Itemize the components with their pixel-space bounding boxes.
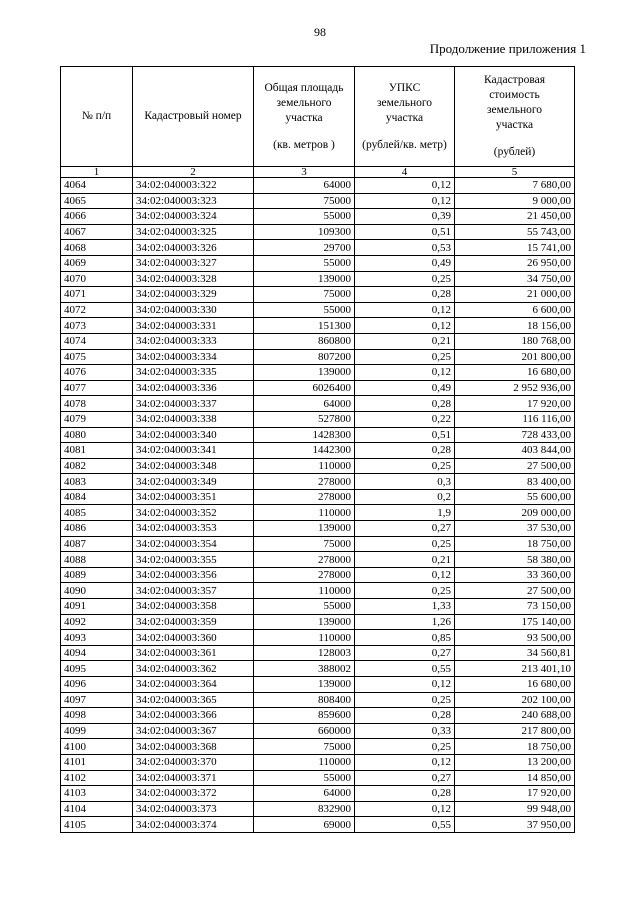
area-cell: 110000 — [254, 754, 355, 770]
row-number-cell: 4077 — [61, 380, 133, 396]
table-row — [61, 380, 575, 396]
area-cell: 55000 — [254, 770, 355, 786]
cadastral-number-cell: 34:02:040003:351 — [133, 489, 254, 505]
cadastral-value-cell: 728 433,00 — [455, 427, 575, 443]
table-row — [61, 443, 575, 459]
upks-cell: 0,25 — [355, 739, 455, 755]
table-row — [61, 240, 575, 256]
area-cell: 55000 — [254, 302, 355, 318]
cadastral-value-cell: 33 360,00 — [455, 567, 575, 583]
row-number-cell: 4095 — [61, 661, 133, 677]
row-number-cell: 4103 — [61, 786, 133, 802]
row-number-cell: 4068 — [61, 240, 133, 256]
header-label-line: УПКС — [388, 81, 421, 94]
cadastral-number-cell: 34:02:040003:329 — [133, 287, 254, 303]
row-number-cell: 4088 — [61, 552, 133, 568]
upks-cell: 0,25 — [355, 583, 455, 599]
table-row — [61, 739, 575, 755]
cadastral-number-cell: 34:02:040003:365 — [133, 692, 254, 708]
upks-cell: 0,49 — [355, 255, 455, 271]
table-row — [61, 427, 575, 443]
cadastral-number-cell: 34:02:040003:348 — [133, 458, 254, 474]
table-row — [61, 801, 575, 817]
area-cell: 64000 — [254, 396, 355, 412]
cadastral-value-cell: 209 000,00 — [455, 505, 575, 521]
cadastral-number-cell: 34:02:040003:326 — [133, 240, 254, 256]
row-number-cell: 4073 — [61, 318, 133, 334]
header-label-line: Кадастровая — [483, 74, 546, 86]
area-cell: 860800 — [254, 333, 355, 349]
upks-cell: 0,55 — [355, 817, 455, 833]
area-cell: 6026400 — [254, 380, 355, 396]
area-cell: 75000 — [254, 536, 355, 552]
continuation-note: Продолжение приложения 1 — [429, 41, 586, 56]
upks-cell: 0,51 — [355, 427, 455, 443]
upks-cell: 0,12 — [355, 677, 455, 693]
area-cell: 139000 — [254, 677, 355, 693]
upks-cell: 0,25 — [355, 536, 455, 552]
upks-cell: 0,27 — [355, 521, 455, 537]
row-number-cell: 4105 — [61, 817, 133, 833]
cadastral-number-cell: 34:02:040003:367 — [133, 723, 254, 739]
row-number-cell: 4074 — [61, 333, 133, 349]
area-cell: 278000 — [254, 552, 355, 568]
upks-cell: 0,28 — [355, 443, 455, 459]
table-row — [61, 521, 575, 537]
upks-cell: 0,27 — [355, 645, 455, 661]
table-row — [61, 645, 575, 661]
cadastral-number-cell: 34:02:040003:338 — [133, 411, 254, 427]
header-row-number — [61, 67, 133, 167]
row-number-cell: 4087 — [61, 536, 133, 552]
cadastral-number-cell: 34:02:040003:366 — [133, 708, 254, 724]
upks-cell: 0,12 — [355, 302, 455, 318]
table-row — [61, 567, 575, 583]
row-number-cell: 4090 — [61, 583, 133, 599]
table-row — [61, 365, 575, 381]
row-number-cell: 4070 — [61, 271, 133, 287]
area-cell: 278000 — [254, 489, 355, 505]
cadastral-value-cell: 26 950,00 — [455, 255, 575, 271]
header-unit: (кв. метров ) — [273, 138, 335, 151]
cadastral-number-cell: 34:02:040003:374 — [133, 817, 254, 833]
table-row — [61, 271, 575, 287]
row-number-cell: 4099 — [61, 723, 133, 739]
header-unit: (рублей) — [493, 146, 536, 158]
area-cell: 278000 — [254, 567, 355, 583]
table-row — [61, 583, 575, 599]
area-cell: 139000 — [254, 521, 355, 537]
upks-cell: 0,25 — [355, 349, 455, 365]
cadastral-number-cell: 34:02:040003:368 — [133, 739, 254, 755]
header-cadastral-value — [455, 67, 575, 167]
area-cell: 110000 — [254, 505, 355, 521]
row-number-cell: 4081 — [61, 443, 133, 459]
table-row — [61, 458, 575, 474]
area-cell: 807200 — [254, 349, 355, 365]
cadastral-value-cell: 73 150,00 — [455, 599, 575, 615]
cadastral-number-cell: 34:02:040003:336 — [133, 380, 254, 396]
table-row — [61, 786, 575, 802]
cadastral-number-cell: 34:02:040003:352 — [133, 505, 254, 521]
table-row — [61, 630, 575, 646]
column-number: 2 — [133, 167, 254, 178]
cadastral-number-cell: 34:02:040003:334 — [133, 349, 254, 365]
area-cell: 151300 — [254, 318, 355, 334]
row-number-cell: 4071 — [61, 287, 133, 303]
cadastral-number-cell: 34:02:040003:356 — [133, 567, 254, 583]
cadastral-value-cell: 6 600,00 — [455, 302, 575, 318]
row-number-cell: 4076 — [61, 365, 133, 381]
cadastral-number-cell: 34:02:040003:324 — [133, 209, 254, 225]
upks-cell: 0,28 — [355, 786, 455, 802]
cadastral-value-cell: 217 800,00 — [455, 723, 575, 739]
cadastral-value-cell: 17 920,00 — [455, 396, 575, 412]
row-number-cell: 4065 — [61, 193, 133, 209]
upks-cell: 0,21 — [355, 552, 455, 568]
cadastral-number-cell: 34:02:040003:359 — [133, 614, 254, 630]
upks-cell: 0,53 — [355, 240, 455, 256]
row-number-cell: 4092 — [61, 614, 133, 630]
table-row — [61, 302, 575, 318]
table-row — [61, 817, 575, 833]
cadastral-number-cell: 34:02:040003:355 — [133, 552, 254, 568]
header-upks — [355, 67, 455, 167]
table-row — [61, 224, 575, 240]
cadastral-number-cell: 34:02:040003:323 — [133, 193, 254, 209]
cadastral-number-cell: 34:02:040003:349 — [133, 474, 254, 490]
cadastral-value-cell: 14 850,00 — [455, 770, 575, 786]
header-label-line: участка — [495, 119, 534, 131]
header-spacer — [358, 126, 451, 138]
row-number-cell: 4069 — [61, 255, 133, 271]
upks-cell: 0,12 — [355, 754, 455, 770]
upks-cell: 0,12 — [355, 178, 455, 194]
upks-cell: 0,25 — [355, 692, 455, 708]
area-cell: 139000 — [254, 614, 355, 630]
table-row — [61, 723, 575, 739]
area-cell: 55000 — [254, 209, 355, 225]
cadastral-value-cell: 13 200,00 — [455, 754, 575, 770]
cadastral-value-cell: 18 750,00 — [455, 739, 575, 755]
cadastral-number-cell: 34:02:040003:341 — [133, 443, 254, 459]
cadastral-table — [60, 66, 575, 833]
cadastral-value-cell: 99 948,00 — [455, 801, 575, 817]
header-label-line: стоимость — [489, 89, 540, 101]
column-number: 3 — [254, 167, 355, 178]
upks-cell: 0,3 — [355, 474, 455, 490]
table-row — [61, 536, 575, 552]
cadastral-value-cell: 15 741,00 — [455, 240, 575, 256]
cadastral-value-cell: 180 768,00 — [455, 333, 575, 349]
cadastral-number-cell: 34:02:040003:327 — [133, 255, 254, 271]
row-number-cell: 4080 — [61, 427, 133, 443]
area-cell: 660000 — [254, 723, 355, 739]
cadastral-value-cell: 21 450,00 — [455, 209, 575, 225]
cadastral-value-cell: 21 000,00 — [455, 287, 575, 303]
cadastral-value-cell: 116 116,00 — [455, 411, 575, 427]
header-label-line: земельного — [376, 96, 433, 109]
cadastral-value-cell: 16 680,00 — [455, 365, 575, 381]
cadastral-value-cell: 201 800,00 — [455, 349, 575, 365]
cadastral-value-cell: 55 600,00 — [455, 489, 575, 505]
cadastral-value-cell: 18 750,00 — [455, 536, 575, 552]
header-label-line: участка — [385, 111, 424, 124]
cadastral-value-cell: 27 500,00 — [455, 458, 575, 474]
header-spacer — [458, 133, 571, 145]
row-number-cell: 4067 — [61, 224, 133, 240]
row-number-cell: 4096 — [61, 677, 133, 693]
cadastral-value-cell: 16 680,00 — [455, 677, 575, 693]
cadastral-number-cell: 34:02:040003:358 — [133, 599, 254, 615]
table-row — [61, 489, 575, 505]
cadastral-value-cell: 55 743,00 — [455, 224, 575, 240]
upks-cell: 1,26 — [355, 614, 455, 630]
table-row — [61, 287, 575, 303]
row-number-cell: 4083 — [61, 474, 133, 490]
cadastral-number-cell: 34:02:040003:331 — [133, 318, 254, 334]
cadastral-value-cell: 202 100,00 — [455, 692, 575, 708]
column-number: 4 — [355, 167, 455, 178]
row-number-cell: 4089 — [61, 567, 133, 583]
cadastral-value-cell: 9 000,00 — [455, 193, 575, 209]
cadastral-value-cell: 18 156,00 — [455, 318, 575, 334]
page-number: 98 — [314, 25, 326, 39]
area-cell: 110000 — [254, 630, 355, 646]
header-label-line: Общая площадь — [264, 81, 344, 94]
column-number-row — [61, 167, 575, 178]
area-cell: 75000 — [254, 193, 355, 209]
header-label-line: участка — [285, 111, 323, 124]
cadastral-number-cell: 34:02:040003:337 — [133, 396, 254, 412]
upks-cell: 0,25 — [355, 458, 455, 474]
header-label-line: Кадастровый номер — [144, 110, 242, 122]
upks-cell: 0,51 — [355, 224, 455, 240]
upks-cell: 0,12 — [355, 193, 455, 209]
table-row — [61, 193, 575, 209]
row-number-cell: 4075 — [61, 349, 133, 365]
cadastral-value-cell: 175 140,00 — [455, 614, 575, 630]
upks-cell: 0,12 — [355, 318, 455, 334]
row-number-cell: 4086 — [61, 521, 133, 537]
upks-cell: 0,22 — [355, 411, 455, 427]
area-cell: 110000 — [254, 458, 355, 474]
cadastral-value-cell: 240 688,00 — [455, 708, 575, 724]
upks-cell: 0,28 — [355, 396, 455, 412]
upks-cell: 0,28 — [355, 708, 455, 724]
upks-cell: 0,25 — [355, 271, 455, 287]
header-spacer — [257, 126, 351, 138]
cadastral-number-cell: 34:02:040003:353 — [133, 521, 254, 537]
table-row — [61, 770, 575, 786]
upks-cell: 0,12 — [355, 567, 455, 583]
area-cell: 64000 — [254, 178, 355, 194]
area-cell: 832900 — [254, 801, 355, 817]
cadastral-number-cell: 34:02:040003:370 — [133, 754, 254, 770]
row-number-cell: 4072 — [61, 302, 133, 318]
area-cell: 139000 — [254, 271, 355, 287]
area-cell: 278000 — [254, 474, 355, 490]
row-number-cell: 4082 — [61, 458, 133, 474]
area-cell: 808400 — [254, 692, 355, 708]
table-row — [61, 692, 575, 708]
cadastral-value-cell: 17 920,00 — [455, 786, 575, 802]
area-cell: 29700 — [254, 240, 355, 256]
row-number-cell: 4084 — [61, 489, 133, 505]
area-cell: 527800 — [254, 411, 355, 427]
upks-cell: 0,28 — [355, 287, 455, 303]
table-row — [61, 552, 575, 568]
cadastral-number-cell: 34:02:040003:357 — [133, 583, 254, 599]
area-cell: 109300 — [254, 224, 355, 240]
table-row — [61, 754, 575, 770]
row-number-cell: 4101 — [61, 754, 133, 770]
cadastral-number-cell: 34:02:040003:361 — [133, 645, 254, 661]
row-number-cell: 4079 — [61, 411, 133, 427]
table-row — [61, 349, 575, 365]
cadastral-number-cell: 34:02:040003:322 — [133, 178, 254, 194]
row-number-cell: 4064 — [61, 178, 133, 194]
cadastral-number-cell: 34:02:040003:325 — [133, 224, 254, 240]
header-total-area — [254, 67, 355, 167]
header-label-line: земельного — [276, 96, 332, 109]
upks-cell: 0,27 — [355, 770, 455, 786]
cadastral-value-cell: 213 401,10 — [455, 661, 575, 677]
area-cell: 75000 — [254, 287, 355, 303]
cadastral-number-cell: 34:02:040003:360 — [133, 630, 254, 646]
cadastral-value-cell: 37 530,00 — [455, 521, 575, 537]
row-number-cell: 4066 — [61, 209, 133, 225]
row-number-cell: 4102 — [61, 770, 133, 786]
upks-cell: 0,85 — [355, 630, 455, 646]
area-cell: 64000 — [254, 786, 355, 802]
row-number-cell: 4085 — [61, 505, 133, 521]
upks-cell: 0,55 — [355, 661, 455, 677]
cadastral-value-cell: 93 500,00 — [455, 630, 575, 646]
header-label-line: земельного — [486, 104, 543, 116]
row-number-cell: 4100 — [61, 739, 133, 755]
cadastral-value-cell: 27 500,00 — [455, 583, 575, 599]
area-cell: 1442300 — [254, 443, 355, 459]
header-unit: (рублей/кв. метр) — [362, 138, 447, 151]
area-cell: 859600 — [254, 708, 355, 724]
table-row — [61, 708, 575, 724]
cadastral-number-cell: 34:02:040003:362 — [133, 661, 254, 677]
upks-cell: 0,49 — [355, 380, 455, 396]
header-cadastral-number — [133, 67, 254, 167]
cadastral-value-cell: 403 844,00 — [455, 443, 575, 459]
cadastral-value-cell: 37 950,00 — [455, 817, 575, 833]
cadastral-number-cell: 34:02:040003:330 — [133, 302, 254, 318]
table-row — [61, 178, 575, 194]
area-cell: 128003 — [254, 645, 355, 661]
cadastral-value-cell: 2 952 936,00 — [455, 380, 575, 396]
table-row — [61, 505, 575, 521]
row-number-cell: 4093 — [61, 630, 133, 646]
table-row — [61, 318, 575, 334]
cadastral-number-cell: 34:02:040003:340 — [133, 427, 254, 443]
cadastral-value-cell: 58 380,00 — [455, 552, 575, 568]
area-cell: 55000 — [254, 255, 355, 271]
table-row — [61, 661, 575, 677]
cadastral-value-cell: 34 750,00 — [455, 271, 575, 287]
row-number-cell: 4097 — [61, 692, 133, 708]
cadastral-number-cell: 34:02:040003:371 — [133, 770, 254, 786]
row-number-cell: 4078 — [61, 396, 133, 412]
cadastral-value-cell: 83 400,00 — [455, 474, 575, 490]
table-row — [61, 474, 575, 490]
cadastral-number-cell: 34:02:040003:372 — [133, 786, 254, 802]
table-row — [61, 614, 575, 630]
cadastral-number-cell: 34:02:040003:364 — [133, 677, 254, 693]
table-row — [61, 411, 575, 427]
column-number: 1 — [61, 167, 133, 178]
table-row — [61, 396, 575, 412]
cadastral-number-cell: 34:02:040003:354 — [133, 536, 254, 552]
upks-cell: 0,39 — [355, 209, 455, 225]
upks-cell: 0,12 — [355, 801, 455, 817]
upks-cell: 0,21 — [355, 333, 455, 349]
header-label-line: № п/п — [81, 110, 112, 122]
table-row — [61, 333, 575, 349]
area-cell: 75000 — [254, 739, 355, 755]
table-body — [61, 178, 575, 833]
cadastral-value-cell: 34 560,81 — [455, 645, 575, 661]
area-cell: 139000 — [254, 365, 355, 381]
table-row — [61, 599, 575, 615]
upks-cell: 0,2 — [355, 489, 455, 505]
row-number-cell: 4094 — [61, 645, 133, 661]
table-row — [61, 255, 575, 271]
area-cell: 55000 — [254, 599, 355, 615]
area-cell: 110000 — [254, 583, 355, 599]
row-number-cell: 4098 — [61, 708, 133, 724]
cadastral-number-cell: 34:02:040003:335 — [133, 365, 254, 381]
table-row — [61, 677, 575, 693]
upks-cell: 1,33 — [355, 599, 455, 615]
table-header-row — [61, 67, 575, 167]
table-row — [61, 209, 575, 225]
cadastral-number-cell: 34:02:040003:373 — [133, 801, 254, 817]
area-cell: 388002 — [254, 661, 355, 677]
cadastral-number-cell: 34:02:040003:328 — [133, 271, 254, 287]
cadastral-value-cell: 7 680,00 — [455, 178, 575, 194]
upks-cell: 0,12 — [355, 365, 455, 381]
column-number: 5 — [455, 167, 575, 178]
row-number-cell: 4104 — [61, 801, 133, 817]
row-number-cell: 4091 — [61, 599, 133, 615]
area-cell: 1428300 — [254, 427, 355, 443]
area-cell: 69000 — [254, 817, 355, 833]
upks-cell: 1,9 — [355, 505, 455, 521]
upks-cell: 0,33 — [355, 723, 455, 739]
cadastral-number-cell: 34:02:040003:333 — [133, 333, 254, 349]
